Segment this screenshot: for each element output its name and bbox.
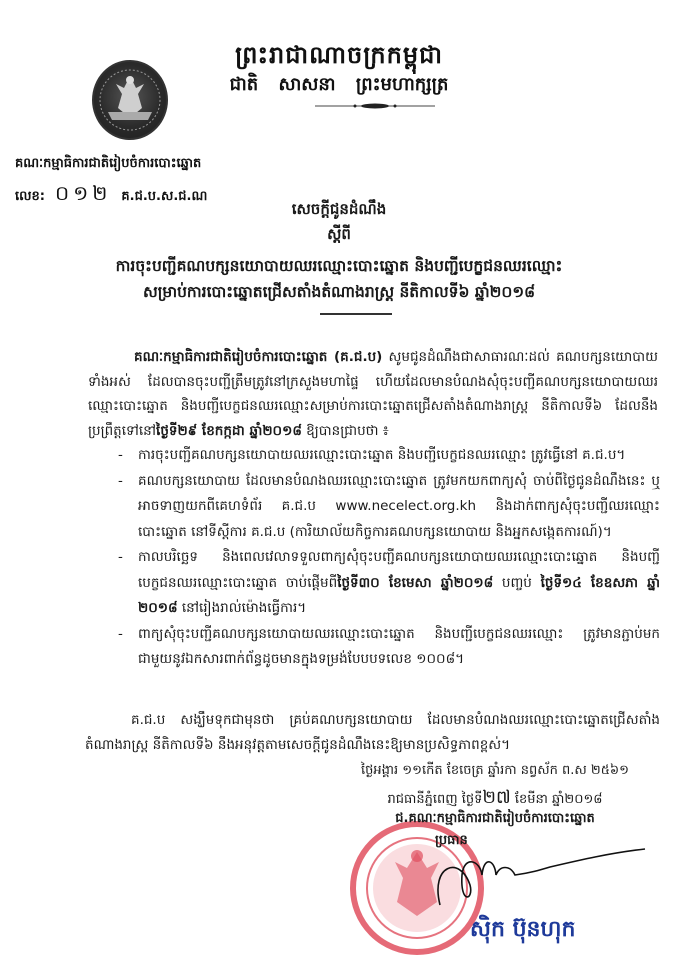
handwritten-signature-icon (430, 845, 650, 915)
title-separator (320, 313, 392, 315)
notice-title: សេចក្តីជូនដំណឹង (291, 200, 387, 218)
date-day: ២៧ (482, 787, 511, 808)
notice-bullet-list (118, 443, 660, 673)
end-date: ថ្ងៃទី១៤ ខែឧសភា ឆ្នាំ ២០១៨ (138, 574, 660, 616)
list-item: - កាលបរិច្ឆេទ និងពេលវេលាទទួលពាក្យសុំចុះបញ្ជីគណបក្សនយោបាយឈរឈ្មោះបោះឆ្នោត និងបញ្ជីបេក្ខជនឈរឈ្មោះបោះឆ្នោត ចាប់ផ្តើមពីថ្ងៃទី៣០ ខែមេសា ឆ្នាំ២០១៨ បញ្ចប់ ថ្ងៃទី១៤ ខែឧសភា ឆ្នាំ ២០១៨ នៅរៀងរាល់ម៉ោងធ្វើការ។ (118, 549, 660, 616)
list-item-text: ពាក្យសុំចុះបញ្ជីគណបក្សនយោបាយឈរឈ្មោះបោះឆ្នោត និងបញ្ជីបេក្ខជនឈរឈ្មោះ ត្រូវមានភ្ជាប់មកជាមួយនូវឯកសារពាក់ព័ន្ធដូចមានក្នុងទម្រង់បែបបទលេខ ១០០៨។ (138, 625, 660, 667)
notice-subject-line-1: ការចុះបញ្ជីគណបក្សនយោបាយឈរឈ្មោះបោះឆ្នោត និងបញ្ជីបេក្ខជនឈរឈ្មោះ (115, 257, 563, 275)
signer-name: ស៊ិក ប៊ុនហុក (470, 917, 576, 942)
list-item-text: ការចុះបញ្ជីគណបក្សនយោបាយឈរឈ្មោះបោះឆ្នោត និងបញ្ជីបេក្ខជនឈរឈ្មោះ ត្រូវធ្វើនៅ គ.ជ.ប។ (138, 447, 626, 463)
national-motto: ជាតិ សាសនា ព្រះមហាក្សត្រ (229, 74, 449, 95)
body-lead: គណៈកម្មាធិការជាតិរៀបចំការបោះឆ្នោត (គ.ជ.ប) (134, 349, 383, 365)
lunar-date: ថ្ងៃអង្គារ ១១កើត ខែចេត្រ ឆ្នាំរកា នព្វស័ក ព.ស ២៥៦១ (361, 763, 629, 778)
closing-text: គ.ជ.ប សង្ឃឹមទុកជាមុនថា គ្រប់គណបក្សនយោបាយ ដែលមានបំណងឈរឈ្មោះបោះឆ្នោតជ្រើសតាំងតំណាងរាស្ត្រ នីតិកាលទី៦ នឹងអនុវត្តតាមសេចក្តីជូនដំណឹងនេះឱ្យមានប្រសិទ្ធភាពខ្ពស់។ (85, 712, 660, 753)
reference-label: លេខ: (15, 189, 45, 204)
list-item: - ពាក្យសុំចុះបញ្ជីគណបក្សនយោបាយឈរឈ្មោះបោះឆ្នោត និងបញ្ជីបេក្ខជនឈរឈ្មោះ ត្រូវមានភ្ជាប់មកជាមួយនូវឯកសារពាក់ព័ន្ធដូចមានក្នុងទម្រង់បែបបទលេខ ១០០៨។ (118, 625, 660, 667)
notice-regarding: ស្តីពី (327, 225, 351, 243)
reference-number: ០១២ (54, 181, 112, 205)
gregorian-date (330, 785, 660, 812)
notice-subject-line-2: សម្រាប់ការបោះឆ្នោតជ្រើសតាំងតំណាងរាស្ត្រ នីតិកាលទី៦ ឆ្នាំ២០១៨ (142, 283, 536, 301)
reference-code: គ.ជ.ប.ស.ជ.ណ (121, 189, 208, 204)
list-item-text: នៅរៀងរាល់ម៉ោងធ្វើការ។ (177, 600, 307, 616)
list-item-text: កាលបរិច្ឆេទ និងពេលវេលាទទួលពាក្យសុំចុះបញ្ជីគណបក្សនយោបាយឈរឈ្មោះបោះឆ្នោត និងបញ្ជីបេក្ខជនឈរឈ្មោះបោះឆ្នោត ចាប់ផ្តើមពី (138, 549, 660, 591)
body-paragraph (88, 345, 658, 443)
signer-position: ប្រធាន (435, 833, 468, 848)
start-date: ថ្ងៃទី៣០ ខែមេសា ឆ្នាំ២០១៨ (337, 574, 494, 591)
date-month-year: ខែមីនា ឆ្នាំ២០១៨ (510, 792, 603, 807)
ornament-divider-icon (315, 103, 435, 109)
list-item: - គណបក្សនយោបាយ ដែលមានបំណងឈរឈ្មោះបោះឆ្នោត ត្រូវមកយកពាក្យសុំ ចាប់ពីថ្ងៃជូនដំណឹងនេះ ឬអាចទាញយកពីគេហទំព័រ គ.ជ.ប www.necelect.org.kh និងដាក់ពាក្យសុំចុះបញ្ជីឈរឈ្មោះបោះឆ្នោត នៅទីស្តីការ គ.ជ.ប (ការិយាល័យកិច្ចការគណបក្សនយោបាយ និងអ្នកសង្កេតការណ៍)។ (118, 472, 660, 540)
body-text: សូមជូនដំណឹងជាសាធារណៈដល់ គណបក្សនយោបាយទាំងអស់ ដែលបានចុះបញ្ជីត្រឹមត្រូវនៅក្រសួងមហាផ្ទៃ ហើយដែលមានបំណងសុំចុះបញ្ជីគណបក្សនយោបាយឈរឈ្មោះបោះឆ្នោត និងបញ្ជីបេក្ខជនឈរឈ្មោះសម្រាប់ការបោះឆ្នោតជ្រើសតាំងតំណាងរាស្ត្រ នីតិកាលទី៦ ដែលនឹងប្រព្រឹត្តទៅនៅ (88, 349, 659, 439)
kingdom-heading: ព្រះរាជាណាចក្រកម្ពុជា (235, 41, 443, 69)
body-text-end: ឱ្យបានជ្រាបថា ៖ (301, 422, 389, 439)
closing-paragraph (85, 708, 660, 758)
issuer-organization: គណៈកម្មាធិការជាតិរៀបចំការបោះឆ្នោត (15, 156, 202, 171)
date-prefix: រាជធានីភ្នំពេញ ថ្ងៃទី (387, 792, 483, 807)
nec-emblem-icon (92, 60, 168, 140)
signer-organization: ជ.គណៈកម្មាធិការជាតិរៀបចំការបោះឆ្នោត (395, 811, 595, 826)
list-item-text: បញ្ចប់ (493, 574, 532, 591)
election-date: ថ្ងៃទី២៩ ខែកក្កដា ឆ្នាំ២០១៨ (156, 422, 302, 439)
list-item: - ការចុះបញ្ជីគណបក្សនយោបាយឈរឈ្មោះបោះឆ្នោត និងបញ្ជីបេក្ខជនឈរឈ្មោះ ត្រូវធ្វើនៅ គ.ជ.ប។ (118, 447, 626, 463)
list-item-text: គណបក្សនយោបាយ ដែលមានបំណងឈរឈ្មោះបោះឆ្នោត ត្រូវមកយកពាក្យសុំ ចាប់ពីថ្ងៃជូនដំណឹងនេះ ឬអាចទាញយកពីគេហទំព័រ គ.ជ.ប www.necelect.org.kh និងដាក់ពាក្យសុំចុះបញ្ជីឈរឈ្មោះបោះឆ្នោត នៅទីស្តីការ គ.ជ.ប (ការិយាល័យកិច្ចការគណបក្សនយោបាយ និងអ្នកសង្កេតការណ៍)។ (138, 472, 660, 540)
